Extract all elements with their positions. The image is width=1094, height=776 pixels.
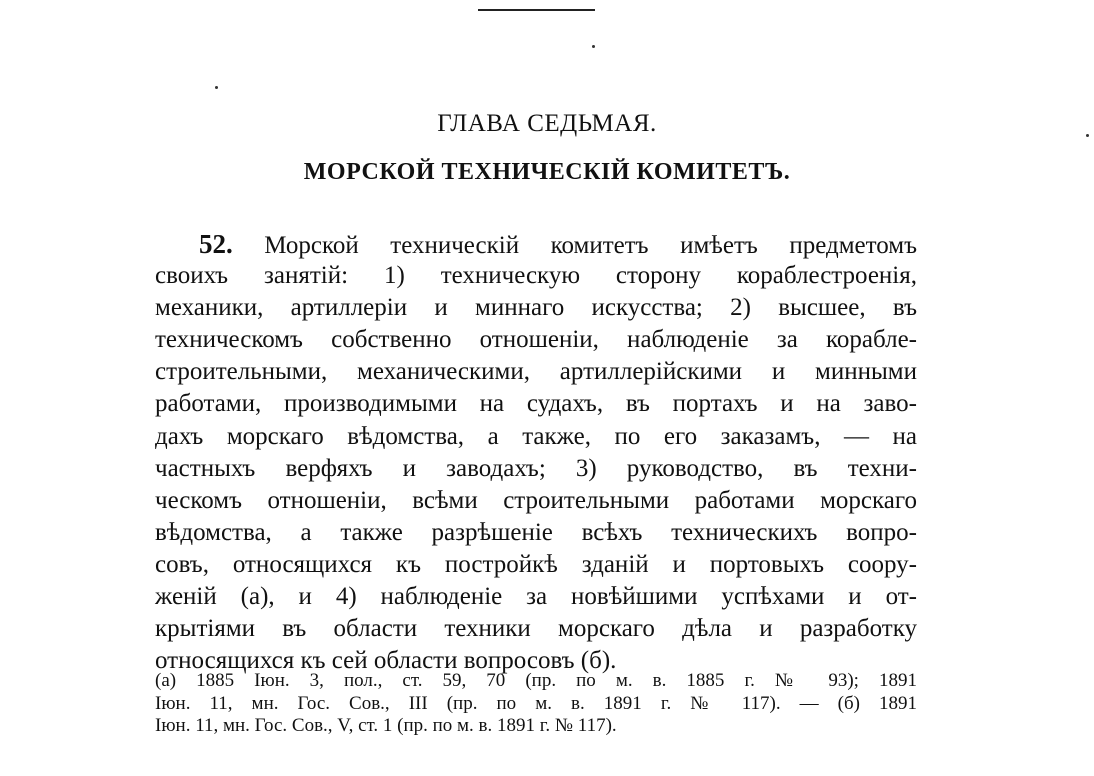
paragraph-52 <box>155 228 917 677</box>
footnotes <box>155 670 917 738</box>
paragraph-line: совъ, относящихся къ постройкѣ зданій и портовыхъ соору- <box>155 550 917 578</box>
top-rule <box>478 9 595 11</box>
footnote-line: Іюн. 11, мн. Гос. Сов., V, ст. 1 (пр. по м. в. 1891 г. № 117). <box>155 715 617 736</box>
paragraph-line: крытіями въ области техники морскаго дѣла и разработку <box>155 615 917 643</box>
paragraph-line: работами, производимыми на судахъ, въ портахъ и на заво- <box>155 390 917 418</box>
line-text: Морской техническій комитетъ имѣетъ предметомъ <box>264 232 917 259</box>
section-title: МОРСКОЙ ТЕХНИЧЕСКІЙ КОМИТЕТЪ. <box>303 159 791 185</box>
paragraph-line <box>155 228 917 260</box>
paragraph-line: частныхъ верфяхъ и заводахъ; 3) руководство, въ техни- <box>155 454 917 482</box>
scan-speck <box>215 86 218 89</box>
paragraph-number: 52. <box>199 229 233 259</box>
paragraph-line: механики, артиллеріи и миннаго искусства; 2) высшее, въ <box>155 294 917 322</box>
paragraph-line: строительными, механическими, артиллерійскими и минными <box>155 358 917 386</box>
scan-speck <box>592 45 595 48</box>
paragraph-line: техническомъ собственно отношеніи, наблюденіе за корабле- <box>155 326 917 354</box>
paragraph-line: вѣдомства, а также разрѣшеніе всѣхъ техническихъ вопро- <box>155 518 917 546</box>
paragraph-line: женій (а), и 4) наблюденіе за новѣйшими успѣхами и от- <box>155 583 917 611</box>
paragraph-line: относящихся къ сей области вопросовъ (б). <box>155 647 617 675</box>
footnote-line: Іюн. 11, мн. Гос. Сов., III (пр. по м. в. 1891 г. № 117). — (б) 1891 <box>155 692 917 714</box>
footnote-line: (а) 1885 Іюн. 3, пол., ст. 59, 70 (пр. по м. в. 1885 г. № 93); 1891 <box>155 670 917 691</box>
paragraph-line: дахъ морскаго вѣдомства, а также, по его заказамъ, — на <box>155 422 917 450</box>
paragraph-line: ческомъ отношеніи, всѣми строительными работами морскаго <box>155 486 917 514</box>
chapter-title: ГЛАВА СЕДЬМАЯ. <box>437 110 657 137</box>
paragraph-line: своихъ занятій: 1) техническую сторону кораблестроенія, <box>155 262 917 290</box>
